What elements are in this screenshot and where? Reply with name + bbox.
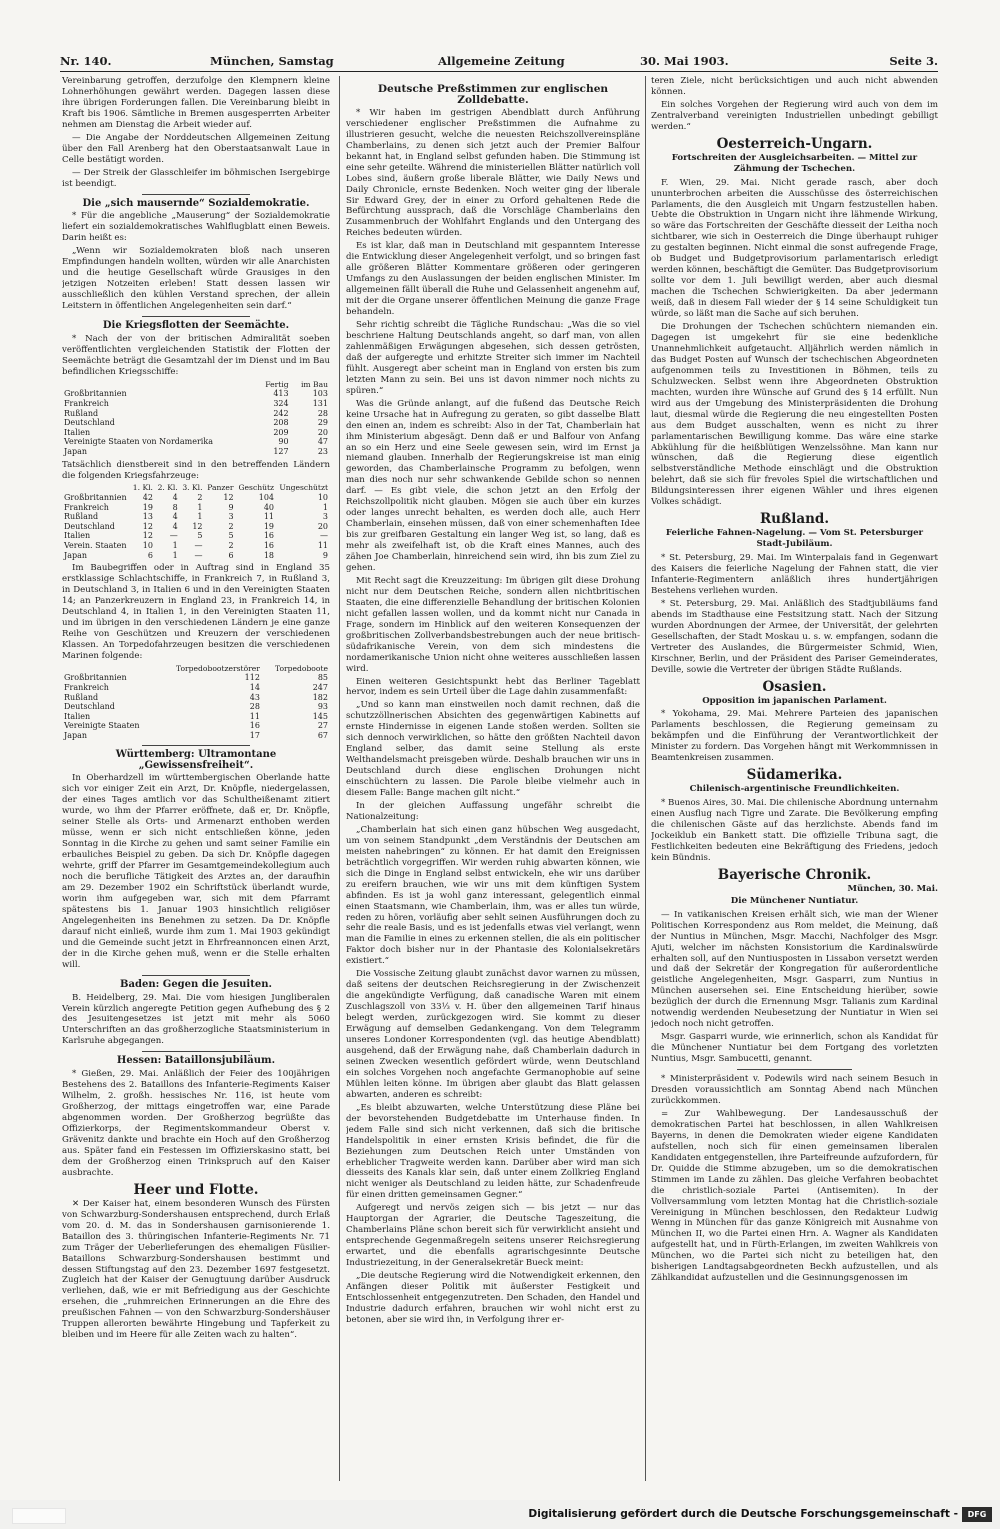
paragraph: * Ministerpräsident v. Podewils wird nach seinem Besuch in Dresden voraussichtlich am Sonntag Abend nach München zurückkommen.: [651, 1074, 938, 1106]
column-3: [651, 76, 938, 1486]
table-header-row: [62, 664, 330, 674]
footer-credit: Digitalisierung gefördert durch die Deutsche Forschungsgemeinschaft -: [528, 1508, 958, 1520]
table-cell: 209: [273, 427, 289, 437]
color-calibration-strip: [12, 1508, 66, 1524]
table-cell: 28: [317, 408, 328, 418]
table-cell: 324: [273, 399, 289, 409]
issue-number: Nr. 140.: [60, 54, 112, 68]
table-cell: Fertig: [265, 379, 289, 389]
table-cell: 242: [273, 408, 289, 418]
table-cell: Italien: [64, 531, 91, 541]
table-cell: 127: [273, 446, 289, 456]
table-cell: 90: [278, 437, 289, 447]
table-cell: —: [194, 550, 203, 560]
paragraph: * St. Petersburg, 29. Mai. Anläßlich des Stadtjubiläums fand abends im Stadthause eine Festsitzung statt. Nach der Sitzung wurden Abordnungen der Armee, der Universität, der gelehrten Gesellschaften, der Stadt Moskau u. s. w. empfangen, sodann die Vertreter des Auslandes, die Bürgermeister Schmid, Wien, Kirschner, Berlin, und der Präsident des Pariser Gemeinderates, Deville, sowie die Vertreter der übrigen Städte Rußlands.: [651, 598, 938, 675]
table-row: [62, 721, 330, 731]
table-cell: 12: [223, 493, 234, 503]
table-cell: 85: [317, 673, 328, 683]
table-cell: 103: [312, 389, 328, 399]
table-row: [62, 428, 330, 438]
table-cell: 12: [192, 521, 203, 531]
section-heading: Württemberg: Ultramontane „Gewissensfreiheit“.: [115, 748, 277, 771]
table-cell: 11: [263, 512, 275, 522]
table-cell: Rußland: [64, 408, 99, 418]
table-cell: 6: [228, 550, 234, 560]
table-cell: Italien: [64, 711, 91, 721]
masthead-rule: [60, 71, 938, 72]
table-row: [62, 437, 330, 447]
table-cell: [62, 483, 130, 493]
paragraph: Was die Gründe anlangt, auf die fußend das Deutsche Reich keine Ursache hat in Aufregung zu geraten, so gibt dasselbe Blatt den einen an, indem es schreibt: Also in der Tat, Chamberlain hat ihm Ministerium abgesägt. Denn daß er und Balfour von Anfang an so ein Herz und eine Seele gewesen sein, wird im Ernst ja niemand glauben. Innerhalb der Regierungskreise ist man einig geworden, das Chamberlainsche Programm zu befolgen, wenn man dies noch nur sehr schwankende Gebilde schon so nennen darf. — Es gibt viele, die schon jetzt an den Erfolg der Reichszollpolitik nicht glauben. Mögen sie auch über ein kurzes oder langes unrecht behalten, es werden doch alle, auch Herr Chamberlain, einsehen müssen, daß von einer schemenhaften Idee bis zur greifbaren Gestaltung ein langer Weg ist, so lang, daß es mehr als zweifelhaft ist, ob die Kraft eines Mannes, auch des zähen Joe Chamberlain, hinreichend sein wird, ihn bis zum Ziel zu gehen.: [346, 398, 640, 573]
paragraph: Vereinbarung getroffen, derzufolge den Klempnern kleine Lohnerhöhungen gewährt werden. Dagegen lassen diese ihre übrigen Forderungen fallen. Die Vereinbarung bleibt in Kraft bis 1906. Sämtliche in Bremen ausgesperrten Arbeiter nehmen am Dienstag die Arbeit wieder auf.: [62, 76, 330, 130]
table-row: [62, 712, 330, 722]
table-cell: Frankreich: [64, 399, 109, 409]
ready-ships-table: [62, 483, 330, 560]
table-cell: Japan: [64, 550, 88, 560]
section-heading: Rußland.: [759, 511, 830, 528]
table-cell: 6: [147, 550, 153, 560]
table-cell: 4: [172, 521, 178, 531]
table-cell: 3: [322, 512, 328, 522]
table-row: [62, 493, 330, 503]
paragraph: Mit Recht sagt die Kreuzzeitung: Im übrigen gilt diese Drohung nicht nur dem Deutschen Reiche, sondern allen nichtbritischen Staaten, die eine differenzielle Behandlung der britischen Kolonien nicht gefallen lassen wollen, und da kommt nicht nur Canada in Frage, sondern im Hinblick auf den weiteren Konsequenzen der großbritischen Zollverbandsbestrebungen auch der neue britisch-südafrikanische Verein, von dem sich mindestens die nordamerikanische Union nicht ohne weiteres ausschließen lassen wird.: [346, 575, 640, 674]
table-cell: Rußland: [64, 692, 99, 702]
section-heading: Oesterreich-Ungarn.: [716, 135, 873, 152]
table-cell: 18: [263, 550, 275, 560]
section-heading: Südamerika.: [746, 767, 843, 784]
table-cell: 145: [312, 711, 328, 721]
paragraph: * Buenos Aires, 30. Mai. Die chilenische Abordnung unternahm einen Ausflug nach Tigre und Zarate. Die Bevölkerung empfing die chilenischen Gäste auf das herzlichste. Abends fand im Jockeiklub ein Bankett statt. Die offizielle Tribuna sagt, die Festlichkeiten bedeuten eine Bekräftigung des Friedens, jedoch kein Bündnis.: [651, 798, 938, 863]
place-day: München, Samstag: [210, 54, 334, 68]
table-row: [62, 551, 330, 561]
paragraph: * Yokohama, 29. Mai. Mehrere Parteien des japanischen Parlaments beschlossen, die Regierung gemeinsam zu bekämpfen und die Einführung der Verantwortlichkeit der Minister zu fordern. Das Vorgehen hängt mit Werkommnissen in Beamtenkreisen zusammen.: [651, 709, 938, 764]
table-cell: Großbritannien: [64, 493, 127, 503]
paragraph: = Zur Wahlbewegung. Der Landesausschuß der demokratischen Partei hat beschlossen, in allen Wahlkreisen Bayerns, in denen die Demokraten wieder eigene Kandidaten aufstellen, noch sich für einen gemeinsamen liberalen Kandidaten entgegenstellen, ihre Parteifreunde aufzufordern, für Dr. Quidde die Stimme abzugeben, um so die demokratischen Stimmen im Lande zu zählen. Das gleiche Verfahren beobachtet die christlich-soziale Partei (Antisemiten). In der Vollversammlung vom letzten Montag hat die Christlich-soziale Vereinigung in München beschlossen, den Redakteur Ludwig Wenng in München für das ganze Königreich mit Ausnahme von München II, wo die Partei einen Hrn. A. Wagner als Kandidaten aufgestellt hat, und in Fürth-Erlangen, im zweiten Wahlkreis von München, wo die Partei sich nicht zu beteiligen hat, den bisherigen Landtagsabgeordneten Beckh aufzustellen, und als Zählkandidat aufzustellen und die Gesinnungsgenossen im: [651, 1108, 938, 1284]
table-row: [62, 409, 330, 419]
table-cell: Japan: [64, 446, 88, 456]
subheading: Fortschreiten der Ausgleichsarbeiten. — Mittel zur Zähmung der Tschechen.: [671, 152, 918, 174]
paragraph: Die Drohungen der Tschechen schüchtern niemanden ein. Dagegen ist umgekehrt für sie eine bedenkliche Unannehmlichkeit aufgetaucht. Alljährlich werden nämlich in das Budget Posten auf Wunsch der tschechischen Abgeordneten aufgenommen teils zu Investitionen in Böhmen, teils zu Schulzwecken. Selbst wenn ihre Abgeordneten Obstruktion machten, wurden ihre Wünsche auf Grund des § 14 erfüllt. Nun wird aus der Umgebung des Ministerpräsidenten die Drohung laut, diesmal würde die Regierung die neu eingestellten Posten aus dem Budget ausschalten, wenn es nicht zu ihrer parlamentarischen Bewilligung komme. Das wäre eine starke Abkühlung für die heißblütigen Wenzelssöhne. Man kann nur wünschen, daß die Regierung diese eigentlich selbstverständliche Methode einschlägt und die Obstruktion belehrt, daß sie sich für frevoles Spiel die wirtschaftlichen und Bildungsinteressen ihrer eigenen Wähler und ihres eigenen Volkes schädigt.: [651, 322, 938, 508]
paragraph: „Es bleibt abzuwarten, welche Unterstützung diese Pläne bei der bevorstehenden Budgetdebatte im Unterhause finden. In jedem Falle sind sich nicht verkennen, daß sich die britische Handelspolitik in einer ernsten Krisis befindet, die für die Beziehungen zum Deutschen Reich unter Umständen von erheblicher Tragweite werden kann. Darüber aber wird man sich diesseits des Kanals klar sein, daß unter einem Zollkrieg England nicht weniger als Deutschland zu leiden hätte, zur Schadenfreude für einen dritten gemeinsamen Gegner.“: [346, 1102, 640, 1201]
table-cell: 43: [249, 692, 260, 702]
table-cell: —: [194, 541, 203, 551]
table-cell: [62, 380, 256, 390]
section-heading: Die „sich mausernde“ Sozialdemokratie.: [82, 197, 310, 209]
table-cell: 17: [249, 730, 260, 740]
paragraph: Es ist klar, daß man in Deutschland mit gespanntem Interesse die Entwicklung dieser Angelegenheit verfolgt, und so bringen fast alle größeren Blätter Kommentare größeren oder geringeren Umfangs zu den Auslassungen der beiden englischen Minister. Im allgemeinen fällt überall die Ruhe und Gelassenheit angenehm auf, mit der die Organe unserer öffentlichen Meinung die ganze Frage behandeln.: [346, 241, 640, 318]
issue-date: 30. Mai 1903.: [640, 54, 729, 68]
table-cell: Vereinigte Staaten von Nordamerika: [64, 437, 213, 447]
subheading: Die Münchener Nuntiatur.: [730, 895, 859, 906]
table-row: [62, 389, 330, 399]
table-cell: 3: [228, 512, 234, 522]
table-cell: 2: [197, 493, 203, 503]
table-cell: 1: [172, 550, 178, 560]
table-row: [62, 531, 330, 541]
table-cell: Panzer: [207, 483, 234, 493]
table-cell: 9: [322, 550, 328, 560]
dfg-logo: DFG: [962, 1507, 992, 1522]
paragraph: ✕ Der Kaiser hat, einem besonderen Wunsch des Fürsten von Schwarzburg-Sondershausen entsprechend, durch Erlaß vom 20. d. M. das in Sondershausen garnisonierende 1. Bataillon des 3. thüringischen Infanterie-Regiments Nr. 71 zum Träger der Ueberlieferungen des ehemaligen Füsilier-Bataillons Schwarzburg-Sondershausen bestimmt und dessen Stiftungstag auf den 23. Dezember 1697 festgesetzt. Zugleich hat der Kaiser der Genugtuung darüber Ausdruck verliehen, daß, wie er mit Befriedigung aus der Geschichte ersehen, die „ruhmreichen Erinnerungen an die Ehre des preußischen Fahnen — von den Schwarzburg-Sondershäuser Truppen allerorten bewährte Hingebung und Tapferkeit zu bleiben und im Heere für alle Zeiten wach zu halten“.: [62, 1198, 330, 1341]
table-cell: 47: [317, 437, 328, 447]
paragraph: „Wenn wir Sozialdemokraten bloß nach unseren Empfindungen handeln wollten, würden wir alle Anarchisten und die heutige Gesellschaft würde Grausiges in den jetzigen Notzeiten erleben! Statt dessen lassen wir ausschließlich den kühlen Verstand sprechen, der allein Leitstern in öffentlichen Angelegenheiten sein darf.“: [62, 246, 330, 312]
paragraph: — Der Streik der Glasschleifer im böhmischen Isergebirge ist beendigt.: [62, 167, 330, 189]
table-cell: 19: [142, 502, 153, 512]
table-cell: Torpedoboote: [274, 663, 328, 673]
table-cell: 12: [142, 531, 153, 541]
table-cell: 16: [263, 531, 275, 541]
column-divider: [645, 76, 646, 1481]
table-cell: 42: [142, 493, 153, 503]
paragraph: teren Ziele, nicht berücksichtigen und auch nicht abwenden können.: [651, 76, 938, 97]
table-row: [62, 702, 330, 712]
paragraph: Ein solches Vorgehen der Regierung wird auch von dem im Zentralverband vereinigten Industriellen unbedingt gebilligt werden.“: [651, 99, 938, 132]
subheading: Feierliche Fahnen-Nagelung. — Vom St. Petersburger Stadt-Jubiläum.: [665, 528, 924, 550]
paragraph: Tatsächlich dienstbereit sind in den betreffenden Ländern die folgenden Kriegsfahrzeuge:: [62, 459, 330, 481]
paragraph: * Nach der von der britischen Admiralität soeben veröffentlichten vergleichenden Statistik der Flotten der Seemächte beträgt die Gesamtzahl der im Dienst und im Bau befindlichen Kriegsschiffe:: [62, 334, 330, 377]
section-heading: Deutsche Preßstimmen zur englischen Zolldebatte.: [377, 83, 609, 106]
table-cell: 4: [172, 493, 178, 503]
table-cell: Italien: [64, 427, 91, 437]
fleet-table: [62, 380, 330, 457]
table-cell: Großbritannien: [64, 673, 127, 683]
table-cell: 131: [312, 399, 328, 409]
section-heading: Heer und Flotte.: [133, 1181, 259, 1198]
paragraph: Msgr. Gasparri wurde, wie erinnerlich, schon als Kandidat für die Münchener Nuntiatur bei dem Fortgang des vorletzten Nuntius, Msgr. Sambucetti, genannt.: [651, 1032, 938, 1065]
table-row: [62, 683, 330, 693]
separator: [737, 1069, 852, 1070]
table-cell: im Bau: [300, 379, 328, 389]
paragraph: F. Wien, 29. Mai. Nicht gerade rasch, aber doch ununterbrochen arbeiten die Ausschüsse des österreichischen Parlaments, die den Ausgleich mit Ungarn festzustellen haben. Uebte die Obstruktion in Ungarn nicht ihre lähmende Wirkung, so wäre das Fortschreiten der Geschäfte diesseit der Leitha noch sichtbarer, wie sich in Oesterreich die Dinge überhaupt ruhiger zu gestalten beginnen. Nicht einmal die sonst aufregende Frage, ob Budget und Budgetprovisorium parlamentarisch erledigt werden können, beschäftigt die Gemüter. Das Budgetprovisorium sollte vor dem 1. Juli bewilligt werden, aber auch diesmal machen die Tschechen Schwierigkeiten. Da aber jedermann weiß, daß in diesem Fall wieder der § 14 seine Schuldigkeit tun würde, so läßt man die Sache auf sich beruhen.: [651, 177, 938, 320]
table-cell: 20: [317, 427, 328, 437]
section-heading: Bayerische Chronik.: [717, 866, 872, 883]
table-cell: Großbritannien: [64, 389, 127, 399]
paragraph: — Die Angabe der Norddeutschen Allgemeinen Zeitung über den Fall Arenberg hat den Oberstaatsanwalt Laue in Celle bestätigt worden.: [62, 132, 330, 165]
table-cell: 5: [197, 531, 203, 541]
table-row: [62, 503, 330, 513]
table-cell: 8: [172, 502, 178, 512]
page-number: Seite 3.: [889, 54, 938, 68]
paragraph: Aufgeregt und nervös zeigen sich — bis jetzt — nur das Hauptorgan der Agrarier, die Deutsche Tageszeitung, die Chamberlains Pläne schon bereit sich für verwirklicht ansieht und entsprechende Gegenmaßregeln seitens unserer Reichsregierung erwartet, und die ebenfalls agrarischgesinnte Deutsche Industriezeitung, in der Generalsekretär Bueck meint:: [346, 1203, 640, 1269]
paragraph: „Chamberlain hat sich einen ganz hübschen Weg ausgedacht, um von seinem Standpunkt „dem Verständnis der Deutschen am meisten nahebringen“ zu können. Er hat damit den Ereignissen beträchtlich vorgegriffen. Wir werden ruhig abwarten können, wie sich die Dinge in England selbst entwickeln, ehe wir uns darüber zu ereifern brauchen, wie wir uns mit dem künftigen System abfinden. Es ist ja wohl ganz interessant, gelegentlich einmal einen Staatsmann, wie Chamberlain, ihm, was er alles tun würde, reden zu hören, vorläufig aber sehlt seinen Ausführungen doch zu sehr die reale Basis, und es ist jedenfalls etwas viel verlangt, wenn man die Familie in eines zu erkennen stellen, die als ein politischer Faktor doch bisher nur in der Phantasie des Kolonialsekretärs existiert.“: [346, 824, 640, 967]
table-cell: 67: [317, 730, 328, 740]
table-cell: Verein. Staaten: [64, 541, 127, 551]
table-cell: 112: [244, 673, 260, 683]
table-cell: 5: [228, 531, 234, 541]
table-cell: Deutschland: [64, 418, 115, 428]
table-cell: Ungeschützt: [279, 483, 328, 493]
table-row: [62, 447, 330, 457]
paragraph: B. Heidelberg, 29. Mai. Die vom hiesigen Jungliberalen Verein kürzlich angeregte Petition gegen Aufhebung des § 2 des Jesuitengesetzes ist jetzt mit mehr als 5060 Unterschriften an das großherzogliche Staatsministerium in Karlsruhe abgegangen.: [62, 992, 330, 1047]
table-cell: [62, 664, 157, 674]
table-cell: 14: [249, 683, 260, 692]
paragraph: „Die deutsche Regierung wird die Notwendigkeit erkennen, den Anfängen dieser Politik mit äußerster Festigkeit und Entschlossenheit entgegenzutreten. Den Schaden, den Handel und Industrie dadurch erfahren, brauchen wir wohl nicht erst zu betonen, aber sie wird ihn, in Verfolgung ihrer er-: [346, 1271, 640, 1325]
table-cell: 1: [197, 502, 203, 512]
separator: [142, 745, 249, 746]
paragraph: Die Vossische Zeitung glaubt zunächst davor warnen zu müssen, daß seitens der deutschen Reichsregierung in der Zwischenzeit die angekündigte Verfügung, daß canadische Waren mit einem Zuschlagszoll von 33⅓ v. H. über den allgemeinen Tarif hinaus belegt werden, zurückgezogen wird. Sie kommt zu dieser Erwägung auf demselben Gedankengang. Von dem Telegramm unseres Londoner Korrespondenten (vgl. das heutige Abendblatt) ausgehend, daß der Erwägung nahe, daß Chamberlain dadurch in seinen Zwecken wesentlich gefördert würde, wenn Deutschland ein solches Vorgehen noch angefachte Germanophobie auf seine Mühlen leiten könne. Im übrigen aber glaubt das Blatt gelassen abwarten, anderen es schreibt:: [346, 969, 640, 1100]
section-heading: Osasien.: [762, 678, 827, 695]
dateline: München, 30. Mai.: [847, 883, 938, 894]
table-cell: 19: [263, 521, 275, 531]
table-cell: Deutschland: [64, 702, 115, 712]
table-cell: 27: [317, 721, 328, 731]
table-cell: 1: [322, 502, 328, 512]
section-heading: Die Kriegsflotten der Seemächte.: [102, 320, 290, 332]
column-1: [62, 76, 330, 1486]
paragraph: * Wir haben im gestrigen Abendblatt durch Anführung verschiedener englischer Preßstimmen die Aufnahme zu illustrieren gesucht, welche die neuesten Reichszollvereinspläne Chamberlains, zu denen sich jetzt auch der Premier Balfour bekannt hat, in England selbst gefunden haben. Die Stimmung ist eine sehr geteilte. Während die ministeriellen Blätter natürlich voll Lobes sind, äußern große liberale Blätter, wie Daily News und Daily Chronicle, ernste Bedenken. Noch weiter ging der liberale Sir Edward Grey, der in einer zu Orford gehaltenen Rede die Befürchtung aussprach, daß die Vorschläge Chamberlains den Zusammenbruch der Wohlfahrt Englands und den Untergang des Reiches bedeuten würden.: [346, 107, 640, 239]
table-row: [62, 512, 330, 522]
table-cell: 182: [312, 692, 328, 702]
column-2: [346, 76, 640, 1486]
table-header-row: [62, 380, 330, 390]
table-cell: 10: [142, 541, 153, 551]
footer-bar: [0, 1500, 1000, 1529]
subheading: Chilenisch-argentinische Freundlichkeiten.: [689, 784, 900, 795]
table-cell: Frankreich: [64, 683, 109, 692]
separator: [142, 316, 249, 317]
table-cell: Japan: [64, 730, 88, 740]
paragraph: In der gleichen Auffassung ungefähr schreibt die Nationalzeitung:: [346, 801, 640, 822]
separator: [142, 975, 249, 976]
paragraph: * St. Petersburg, 29. Mai. Im Winterpalais fand in Gegenwart des Kaisers die feierliche Nagelung der Fahnen statt, die vier Infanterie-Regimentern anläßlich ihres hundertjährigen Bestehens verliehen wurden.: [651, 553, 938, 596]
table-cell: —: [320, 531, 328, 541]
table-cell: Deutschland: [64, 521, 115, 531]
subheading: Opposition im japanischen Parlament.: [702, 695, 887, 706]
table-cell: 40: [263, 502, 275, 512]
table-cell: Frankreich: [64, 502, 109, 512]
table-cell: 29: [317, 418, 328, 428]
table-cell: 20: [317, 521, 328, 531]
paragraph: — In vatikanischen Kreisen erhält sich, wie man der Wiener Politischen Korrespondenz aus Rom meldet, die Meinung, daß der Nuntius in München, Msgr. Macchi, Nachfolger des Msgr. Ajuti, welcher im nächsten Konsistorium die Kardinalswürde erhalten soll, auf den Nuntiusposten in Lissabon versetzt werden und daß der Sekretär der Kongregation für außerordentliche geistliche Angelegenheiten, Msgr. Gasparri, zum Nuntius in München ausersehen sei. Eine Entscheidung hierüber, sowie bezüglich der durch die Ernennung Msgr. Talianis zum Kardinal notwendig werdenden Neubesetzung der Nuntiatur in Wien sei jedoch noch nicht getroffen.: [651, 909, 938, 1030]
table-cell: 1: [172, 541, 178, 551]
paragraph: Im Baubegriffen oder in Auftrag sind in England 35 erstklassige Schlachtschiffe, in Frankreich 7, in Rußland 3, in Deutschland 3, in Italien 6 und in den Vereinigten Staaten 14; an Panzerkreuzern in England 23, in Frankreich 14, in Deutschland 4, in Italien 1, in den Vereinigten Staaten 11, und im übrigen in den verschiedenen Ländern je eine ganze Reihe von Geschützen und Kreuzern der verschiedenen Klassen. An Torpedofahrzeugen besitzen die verschiedenen Marinen folgende:: [62, 563, 330, 661]
table-cell: 208: [273, 418, 289, 428]
table-cell: 1. Kl.: [132, 483, 153, 493]
torpedo-table: [62, 664, 330, 741]
separator: [142, 194, 249, 195]
table-cell: 12: [142, 521, 153, 531]
table-cell: Torpedobootzerstörer: [176, 663, 260, 673]
table-cell: 13: [142, 512, 153, 522]
table-cell: 10: [317, 493, 328, 503]
table-cell: 28: [249, 702, 260, 712]
table-cell: 11: [317, 541, 328, 551]
table-cell: 11: [249, 711, 260, 721]
table-cell: 104: [258, 493, 275, 503]
table-cell: 16: [263, 541, 275, 551]
table-row: [62, 693, 330, 703]
separator: [142, 1051, 249, 1052]
table-row: [62, 541, 330, 551]
table-cell: Geschütz: [238, 483, 275, 493]
table-cell: —: [169, 531, 178, 541]
table-cell: 4: [172, 512, 178, 522]
table-row: [62, 522, 330, 532]
paper-title: Allgemeine Zeitung: [438, 54, 565, 68]
paragraph: * Gießen, 29. Mai. Anläßlich der Feier des 100jährigen Bestehens des 2. Bataillons des Infanterie-Regiments Kaiser Wilhelm, 2. großh. hessisches Nr. 116, ist heute vom Großherzog, der mittags eingetroffen war, eine Parade abgenommen worden. Der Großherzog begrüßte das Offizierkorps, der Regimentskommandeur Oberst v. Grävenitz dankte und brachte ein Hoch auf den Großherzog aus. Später fand ein Festessen im Offizierskasino statt, bei dem der Großherzog einen Trinkspruch auf den Kaiser ausbrachte.: [62, 1069, 330, 1178]
paragraph: * Für die angebliche „Mauserung“ der Sozialdemokratie liefert ein sozialdemokratisches Wahlflugblatt einen Beweis. Darin heißt es:: [62, 211, 330, 244]
table-cell: Vereinigte Staaten: [64, 721, 140, 731]
column-divider: [339, 76, 340, 1481]
masthead: [60, 54, 938, 70]
paragraph: In Oberhardzell im württembergischen Oberlande hatte sich vor einiger Zeit ein Arzt, Dr. Knöpfle, niedergelassen, der eines Tages amtlich vor das Schultheißenamt zitiert wurde, wo ihm der Pfarrer eröffnete, daß er, Dr. Knöpfle, seiner Stelle als Orts- und Armenarzt enthoben werden müsse, wenn er sich nicht entschließen könne, jeden Sonntag in die Kirche zu gehen und samt seiner Familie ein erbauliches Beispiel zu geben. Da sich Dr. Knöpfle dagegen wehrte, griff der Pfarrer im Gesamtgemeindekollegium auch noch die berufliche Tätigkeit des Arztes an, der daraufhin am 29. Dezember 1902 ein Schriftstück überlandt wurde, worin ihm aufgegeben war, sich mit dem Pfarramt spätestens bis 1. Januar 1903 hinsichtlich religiöser Angelegenheiten ins Benehmen zu setzen. Da Dr. Knöpfle darauf nicht einließ, wurde ihm zum 1. Mai 1903 gekündigt und die Gemeinde sucht jetzt in Ehrfreannoncen einen Arzt, der in die Kirche gehen muß, wenn er die Stelle erhalten will.: [62, 773, 330, 970]
table-cell: 2: [228, 541, 234, 551]
table-cell: 413: [273, 389, 289, 399]
table-cell: 2: [228, 521, 234, 531]
table-cell: 2. Kl.: [157, 483, 178, 493]
table-row: [62, 731, 330, 741]
table-cell: 3. Kl.: [182, 483, 203, 493]
paragraph: Einen weiteren Gesichtspunkt hebt das Berliner Tageblatt hervor, indem es sein Urteil über die Lage dahin zusammenfaßt:: [346, 676, 640, 698]
table-cell: 9: [228, 502, 234, 512]
table-header-row: [62, 483, 330, 493]
section-heading: Baden: Gegen die Jesuiten.: [120, 978, 272, 990]
table-row: [62, 418, 330, 428]
table-cell: 16: [249, 721, 260, 731]
table-cell: 247: [312, 683, 328, 692]
table-cell: 1: [197, 512, 203, 522]
paragraph: Sehr richtig schreibt die Tägliche Rundschau: „Was die so viel beschriene Haltung Deutschlands angeht, so darf man, von allen zahlenmäßigen Erwägungen abgesehen, sich dessen getrösten, daß der aufgeregte und erhitzte Streiter sich immer im Nachteil fühlt. Ausgeregt aber scheint man in England von ersten bis zum letzten Mann zu sein. Bei uns ist davon nimmer noch nichts zu spüren.“: [346, 320, 640, 396]
table-cell: 23: [317, 446, 328, 456]
paragraph: „Und so kann man einstweilen noch damit rechnen, daß die schutzzöllnerischen Absichten des gegenwärtigen Kabinetts auf ernste Hindernisse in eigenen Lande stoßen werden. Sollten sie sich dennoch verwirklichen, so hätte den größten Nachteil davon England selber, das damit seine Stellung als erste Welthandelsmacht preisgeben würde. Deshalb brauchen wir uns in Deutschland durch diese englischen Drohungen nicht einschüchtern zu lassen. Die Parole bleibe vielmehr auch in diesem Falle: Bange machen gilt nicht.“: [346, 700, 640, 799]
table-cell: 93: [317, 702, 328, 712]
table-cell: Rußland: [64, 512, 99, 522]
table-row: [62, 399, 330, 409]
table-row: [62, 673, 330, 683]
section-heading: Hessen: Bataillonsjubiläum.: [116, 1055, 276, 1067]
